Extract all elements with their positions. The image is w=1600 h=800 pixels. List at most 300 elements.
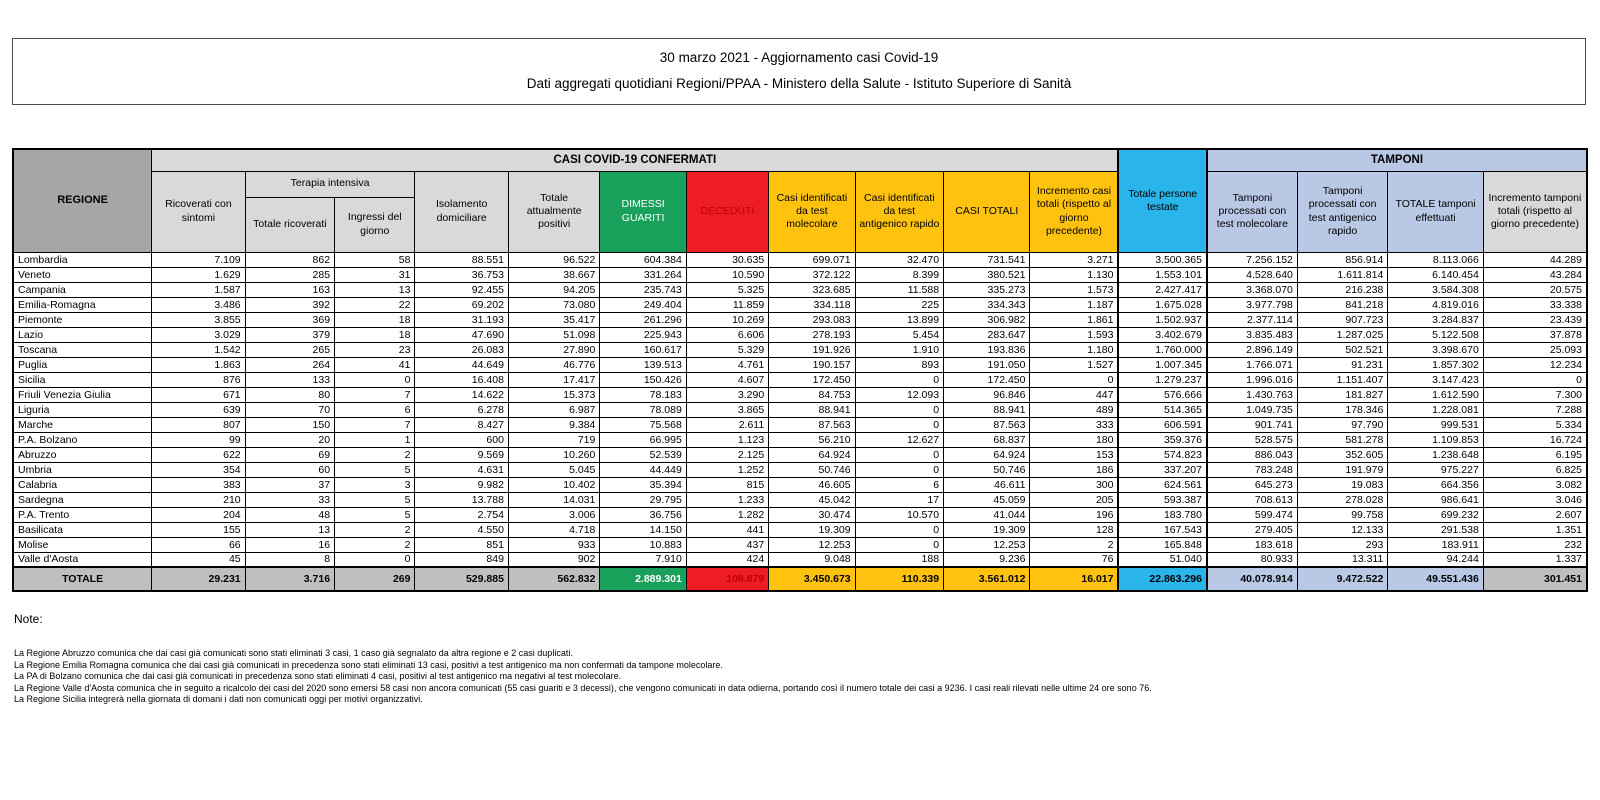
table-cell: 25.093 <box>1483 342 1587 357</box>
table-cell: 10.883 <box>600 537 686 552</box>
table-cell: 7.910 <box>600 552 686 567</box>
table-row <box>13 357 1587 372</box>
table-cell: 1.123 <box>686 432 768 447</box>
table-cell: 3.368.070 <box>1207 282 1297 297</box>
table-cell: 78.183 <box>600 387 686 402</box>
table-cell: 37 <box>245 477 334 492</box>
region-name: Valle d'Aosta <box>13 552 152 567</box>
table-cell: 3.147.423 <box>1388 372 1483 387</box>
table-cell: 6.278 <box>415 402 508 417</box>
table-cell: 13.788 <box>415 492 508 507</box>
table-cell: 16.724 <box>1483 432 1587 447</box>
total-cell: 2.889.301 <box>600 567 686 591</box>
table-cell: 902 <box>508 552 599 567</box>
table-cell: 14.031 <box>508 492 599 507</box>
table-cell: 3.290 <box>686 387 768 402</box>
table-cell: 2.896.149 <box>1207 342 1297 357</box>
table-cell: 7 <box>335 417 415 432</box>
table-cell: 165.848 <box>1118 537 1206 552</box>
table-cell: 359.376 <box>1118 432 1206 447</box>
table-cell: 352.605 <box>1297 447 1387 462</box>
region-name: Friuli Venezia Giulia <box>13 387 152 402</box>
table-cell: 2 <box>1030 537 1119 552</box>
report-title-date: 30 marzo 2021 - Aggiornamento casi Covid-19 <box>659 49 939 65</box>
table-cell: 6.987 <box>508 402 599 417</box>
table-cell: 1.996.016 <box>1207 372 1297 387</box>
table-cell: 190.157 <box>769 357 855 372</box>
table-cell: 933 <box>508 537 599 552</box>
table-cell: 807 <box>152 417 245 432</box>
table-row <box>13 342 1587 357</box>
table-cell: 193.836 <box>944 342 1030 357</box>
table-cell: 60 <box>245 462 334 477</box>
table-cell: 88.941 <box>769 402 855 417</box>
table-cell: 99 <box>152 432 245 447</box>
table-cell: 600 <box>415 432 508 447</box>
table-cell: 862 <box>245 252 334 267</box>
table-cell: 181.827 <box>1297 387 1387 402</box>
table-cell: 6.825 <box>1483 462 1587 477</box>
table-cell: 5 <box>335 492 415 507</box>
table-cell: 1.151.407 <box>1297 372 1387 387</box>
table-cell: 4.761 <box>686 357 768 372</box>
table-cell: 163 <box>245 282 334 297</box>
table-cell: 851 <box>415 537 508 552</box>
note-line: La Regione Valle d'Aosta comunica che in seguito a ricalcolo dei casi del 2020 sono emersi 58 casi non ancora comunicati (55 casi guariti e 3 decessi), che vengono comunicati in data odierna, portando così il numero totale dei casi a 9236. I casi reali rilevati nelle ultime 24 ore sono 76. <box>14 682 1152 693</box>
col-header-totale-positivi: Totale attualmente positivi <box>508 171 599 252</box>
table-cell: 1.351 <box>1483 522 1587 537</box>
table-cell: 3.855 <box>152 312 245 327</box>
total-cell: 3.561.012 <box>944 567 1030 591</box>
table-cell: 593.387 <box>1118 492 1206 507</box>
table-row <box>13 522 1587 537</box>
table-cell: 160.617 <box>600 342 686 357</box>
table-cell: 7 <box>335 387 415 402</box>
table-cell: 1.760.000 <box>1118 342 1206 357</box>
table-cell: 45.059 <box>944 492 1030 507</box>
table-cell: 876 <box>152 372 245 387</box>
table-cell: 10.402 <box>508 477 599 492</box>
table-cell: 574.823 <box>1118 447 1206 462</box>
table-cell: 51.040 <box>1118 552 1206 567</box>
table-row <box>13 507 1587 522</box>
table-cell: 191.050 <box>944 357 1030 372</box>
table-cell: 1.007.345 <box>1118 357 1206 372</box>
table-cell: 94.205 <box>508 282 599 297</box>
table-row <box>13 297 1587 312</box>
table-cell: 191.979 <box>1297 462 1387 477</box>
col-header-deceduti: DECEDUTI <box>686 171 768 252</box>
table-cell: 8.399 <box>855 267 943 282</box>
table-row <box>13 372 1587 387</box>
total-cell: 269 <box>335 567 415 591</box>
table-cell: 2 <box>335 447 415 462</box>
table-cell: 31 <box>335 267 415 282</box>
table-cell: 52.539 <box>600 447 686 462</box>
region-name: Emilia-Romagna <box>13 297 152 312</box>
table-cell: 183.911 <box>1388 537 1483 552</box>
group-header-terapia-intensiva: Terapia intensiva <box>245 171 415 197</box>
table-cell: 1.233 <box>686 492 768 507</box>
table-cell: 3.082 <box>1483 477 1587 492</box>
table-cell: 5.122.508 <box>1388 327 1483 342</box>
col-header-isolamento-domiciliare: Isolamento domiciliare <box>415 171 508 252</box>
table-cell: 91.231 <box>1297 357 1387 372</box>
table-cell: 383 <box>152 477 245 492</box>
table-cell: 6 <box>855 477 943 492</box>
table-cell: 624.561 <box>1118 477 1206 492</box>
table-cell: 2.125 <box>686 447 768 462</box>
table-cell: 293.083 <box>769 312 855 327</box>
report-title-box <box>12 38 1586 105</box>
table-cell: 66 <box>152 537 245 552</box>
table-cell: 87.563 <box>769 417 855 432</box>
table-cell: 38.667 <box>508 267 599 282</box>
note-line: La Regione Sicilia integrerà nella giornata di domani i dati non comunicati oggi per motivi organizzativi. <box>14 694 423 704</box>
table-cell: 80 <box>245 387 334 402</box>
table-cell: 664.356 <box>1388 477 1483 492</box>
table-cell: 379 <box>245 327 334 342</box>
table-cell: 3.402.679 <box>1118 327 1206 342</box>
table-cell: 576.666 <box>1118 387 1206 402</box>
note-line: La Regione Abruzzo comunica che dai casi già comunicati sono stati eliminati 3 casi, 1 caso già segnalato da altra regione e 2 casi duplicati. <box>14 648 573 658</box>
notes-list <box>14 648 1574 706</box>
table-row <box>13 267 1587 282</box>
table-cell: 2.611 <box>686 417 768 432</box>
table-cell: 15.373 <box>508 387 599 402</box>
table-cell: 19.083 <box>1297 477 1387 492</box>
table-cell: 1.252 <box>686 462 768 477</box>
table-cell: 12.253 <box>944 537 1030 552</box>
table-cell: 225 <box>855 297 943 312</box>
table-row <box>13 252 1587 267</box>
table-cell: 92.455 <box>415 282 508 297</box>
table-cell: 4.550 <box>415 522 508 537</box>
table-cell: 23 <box>335 342 415 357</box>
col-header-ricoverati-sintomi: Ricoverati con sintomi <box>152 171 245 252</box>
table-cell: 11.588 <box>855 282 943 297</box>
table-cell: 44.289 <box>1483 252 1587 267</box>
table-cell: 8.113.066 <box>1388 252 1483 267</box>
table-cell: 18 <box>335 327 415 342</box>
table-cell: 35.394 <box>600 477 686 492</box>
table-cell: 0 <box>1030 372 1119 387</box>
table-cell: 235.743 <box>600 282 686 297</box>
table-cell: 380.521 <box>944 267 1030 282</box>
total-cell: 22.863.296 <box>1118 567 1206 591</box>
table-cell: 14.150 <box>600 522 686 537</box>
table-cell: 5.329 <box>686 342 768 357</box>
table-cell: 22 <box>335 297 415 312</box>
table-cell: 30.635 <box>686 252 768 267</box>
group-header-casi-confermati: CASI COVID-19 CONFERMATI <box>152 149 1119 171</box>
table-cell: 12.253 <box>769 537 855 552</box>
region-name: P.A. Bolzano <box>13 432 152 447</box>
table-cell: 94.244 <box>1388 552 1483 567</box>
table-cell: 3.046 <box>1483 492 1587 507</box>
table-cell: 1 <box>335 432 415 447</box>
table-row <box>13 552 1587 567</box>
table-cell: 30.474 <box>769 507 855 522</box>
table-cell: 12.093 <box>855 387 943 402</box>
table-cell: 1.228.081 <box>1388 402 1483 417</box>
table-cell: 901.741 <box>1207 417 1297 432</box>
table-cell: 99.758 <box>1297 507 1387 522</box>
table-cell: 139.513 <box>600 357 686 372</box>
table-cell: 699.232 <box>1388 507 1483 522</box>
table-cell: 447 <box>1030 387 1119 402</box>
table-cell: 2.427.417 <box>1118 282 1206 297</box>
table-cell: 392 <box>245 297 334 312</box>
table-cell: 283.647 <box>944 327 1030 342</box>
table-cell: 33 <box>245 492 334 507</box>
table-cell: 37.878 <box>1483 327 1587 342</box>
table-cell: 9.569 <box>415 447 508 462</box>
table-cell: 7.288 <box>1483 402 1587 417</box>
table-cell: 7.300 <box>1483 387 1587 402</box>
table-cell: 36.753 <box>415 267 508 282</box>
table-cell: 10.260 <box>508 447 599 462</box>
table-cell: 1.130 <box>1030 267 1119 282</box>
table-cell: 514.365 <box>1118 402 1206 417</box>
table-row <box>13 447 1587 462</box>
table-cell: 334.118 <box>769 297 855 312</box>
table-cell: 437 <box>686 537 768 552</box>
col-header-tamponi-molecolare: Tamponi processati con test molecolare <box>1207 171 1297 252</box>
table-cell: 0 <box>335 552 415 567</box>
table-cell: 205 <box>1030 492 1119 507</box>
table-cell: 26.083 <box>415 342 508 357</box>
table-cell: 96.522 <box>508 252 599 267</box>
table-cell: 1.910 <box>855 342 943 357</box>
table-cell: 604.384 <box>600 252 686 267</box>
table-cell: 69.202 <box>415 297 508 312</box>
note-line: La Regione Emilia Romagna comunica che dai casi già comunicati in precedenza sono stati eliminati 13 casi, positivi a test antigenico ma non confermati da tampone molecolare. <box>14 659 723 670</box>
table-cell: 97.790 <box>1297 417 1387 432</box>
table-cell: 13 <box>335 282 415 297</box>
total-cell: 301.451 <box>1483 567 1587 591</box>
table-cell: 48 <box>245 507 334 522</box>
table-cell: 29.795 <box>600 492 686 507</box>
table-cell: 2.754 <box>415 507 508 522</box>
table-cell: 841.218 <box>1297 297 1387 312</box>
table-cell: 581.278 <box>1297 432 1387 447</box>
table-cell: 225.943 <box>600 327 686 342</box>
table-cell: 279.405 <box>1207 522 1297 537</box>
table-cell: 0 <box>855 372 943 387</box>
table-cell: 153 <box>1030 447 1119 462</box>
table-cell: 183.780 <box>1118 507 1206 522</box>
table-cell: 50.746 <box>944 462 1030 477</box>
table-cell: 150.426 <box>600 372 686 387</box>
total-cell: 40.078.914 <box>1207 567 1297 591</box>
region-name: Lazio <box>13 327 152 342</box>
region-name: Campania <box>13 282 152 297</box>
table-cell: 133 <box>245 372 334 387</box>
table-cell: 606.591 <box>1118 417 1206 432</box>
table-cell: 1.337 <box>1483 552 1587 567</box>
table-cell: 44.649 <box>415 357 508 372</box>
table-cell: 9.982 <box>415 477 508 492</box>
table-cell: 856.914 <box>1297 252 1387 267</box>
region-name: Veneto <box>13 267 152 282</box>
table-cell: 41.044 <box>944 507 1030 522</box>
table-cell: 46.605 <box>769 477 855 492</box>
region-name: Molise <box>13 537 152 552</box>
table-cell: 354 <box>152 462 245 477</box>
table-cell: 999.531 <box>1388 417 1483 432</box>
table-cell: 5.325 <box>686 282 768 297</box>
table-cell: 986.641 <box>1388 492 1483 507</box>
table-row <box>13 312 1587 327</box>
total-cell: 29.231 <box>152 567 245 591</box>
table-cell: 6.606 <box>686 327 768 342</box>
table-cell: 46.611 <box>944 477 1030 492</box>
table-cell: 1.527 <box>1030 357 1119 372</box>
table-cell: 87.563 <box>944 417 1030 432</box>
table-cell: 489 <box>1030 402 1119 417</box>
table-cell: 69 <box>245 447 334 462</box>
table-cell: 528.575 <box>1207 432 1297 447</box>
total-label: TOTALE <box>13 567 152 591</box>
table-cell: 6.195 <box>1483 447 1587 462</box>
region-name: Sicilia <box>13 372 152 387</box>
table-body <box>13 252 1587 591</box>
table-cell: 13.899 <box>855 312 943 327</box>
table-cell: 41 <box>335 357 415 372</box>
table-cell: 0 <box>1483 372 1587 387</box>
table-cell: 886.043 <box>1207 447 1297 462</box>
table-cell: 265 <box>245 342 334 357</box>
table-cell: 708.613 <box>1207 492 1297 507</box>
col-header-casi-molecolare: Casi identificati da test molecolare <box>769 171 855 252</box>
table-cell: 50.746 <box>769 462 855 477</box>
total-cell: 562.832 <box>508 567 599 591</box>
table-cell: 278.193 <box>769 327 855 342</box>
table-cell: 639 <box>152 402 245 417</box>
table-cell: 0 <box>855 522 943 537</box>
total-cell: 16.017 <box>1030 567 1119 591</box>
table-header <box>13 149 1587 252</box>
col-header-incremento-tamponi: Incremento tamponi totali (rispetto al giorno precedente) <box>1483 171 1587 252</box>
table-cell: 75.568 <box>600 417 686 432</box>
table-cell: 0 <box>335 372 415 387</box>
table-cell: 783.248 <box>1207 462 1297 477</box>
table-cell: 167.543 <box>1118 522 1206 537</box>
table-cell: 155 <box>152 522 245 537</box>
table-cell: 337.207 <box>1118 462 1206 477</box>
table-cell: 0 <box>855 402 943 417</box>
table-cell: 13 <box>245 522 334 537</box>
table-cell: 1.187 <box>1030 297 1119 312</box>
table-cell: 70 <box>245 402 334 417</box>
table-cell: 278.028 <box>1297 492 1387 507</box>
table-cell: 323.685 <box>769 282 855 297</box>
table-cell: 64.924 <box>944 447 1030 462</box>
table-cell: 7.256.152 <box>1207 252 1297 267</box>
table-cell: 47.690 <box>415 327 508 342</box>
table-cell: 907.723 <box>1297 312 1387 327</box>
table-cell: 191.926 <box>769 342 855 357</box>
table-cell: 210 <box>152 492 245 507</box>
table-cell: 335.273 <box>944 282 1030 297</box>
table-cell: 1.612.590 <box>1388 387 1483 402</box>
table-cell: 975.227 <box>1388 462 1483 477</box>
col-header-persone-testate: Totale persone testate <box>1118 149 1206 252</box>
col-header-dimessi-guariti: DIMESSI GUARITI <box>600 171 686 252</box>
table-cell: 96.846 <box>944 387 1030 402</box>
table-cell: 66.995 <box>600 432 686 447</box>
table-cell: 0 <box>855 417 943 432</box>
report-title-source: Dati aggregati quotidiani Regioni/PPAA - Ministero della Salute - Istituto Superiore di Sanità <box>526 76 1072 92</box>
table-cell: 0 <box>855 447 943 462</box>
total-cell: 529.885 <box>415 567 508 591</box>
table-cell: 12.234 <box>1483 357 1587 372</box>
region-name: Calabria <box>13 477 152 492</box>
table-row <box>13 402 1587 417</box>
table-cell: 6.140.454 <box>1388 267 1483 282</box>
table-cell: 4.718 <box>508 522 599 537</box>
table-cell: 35.417 <box>508 312 599 327</box>
table-cell: 3.977.798 <box>1207 297 1297 312</box>
total-cell: 108.879 <box>686 567 768 591</box>
table-cell: 1.287.025 <box>1297 327 1387 342</box>
table-cell: 3.865 <box>686 402 768 417</box>
table-cell: 23.439 <box>1483 312 1587 327</box>
table-cell: 27.890 <box>508 342 599 357</box>
table-cell: 3.271 <box>1030 252 1119 267</box>
table-cell: 178.346 <box>1297 402 1387 417</box>
table-cell: 78.089 <box>600 402 686 417</box>
table-cell: 88.551 <box>415 252 508 267</box>
table-cell: 1.180 <box>1030 342 1119 357</box>
table-cell: 58 <box>335 252 415 267</box>
table-cell: 2.377.114 <box>1207 312 1297 327</box>
table-cell: 80.933 <box>1207 552 1297 567</box>
table-row <box>13 387 1587 402</box>
table-cell: 1.766.071 <box>1207 357 1297 372</box>
table-cell: 18 <box>335 312 415 327</box>
total-cell: 3.450.673 <box>769 567 855 591</box>
region-name: Toscana <box>13 342 152 357</box>
covid-table <box>12 148 1588 592</box>
table-cell: 3.029 <box>152 327 245 342</box>
col-header-casi-totali: CASI TOTALI <box>944 171 1030 252</box>
table-cell: 1.675.028 <box>1118 297 1206 312</box>
table-cell: 1.502.937 <box>1118 312 1206 327</box>
col-header-totale-ricoverati: Totale ricoverati <box>245 197 334 252</box>
table-cell: 5 <box>335 507 415 522</box>
col-header-tamponi-antigenico: Tamponi processati con test antigenico rapido <box>1297 171 1387 252</box>
table-row <box>13 327 1587 342</box>
table-cell: 128 <box>1030 522 1119 537</box>
table-cell: 1.553.101 <box>1118 267 1206 282</box>
table-cell: 502.521 <box>1297 342 1387 357</box>
table-cell: 32.470 <box>855 252 943 267</box>
table-cell: 16 <box>245 537 334 552</box>
table-cell: 4.631 <box>415 462 508 477</box>
table-cell: 186 <box>1030 462 1119 477</box>
table-cell: 44.449 <box>600 462 686 477</box>
total-cell: 3.716 <box>245 567 334 591</box>
table-cell: 1.282 <box>686 507 768 522</box>
table-cell: 2.607 <box>1483 507 1587 522</box>
table-cell: 622 <box>152 447 245 462</box>
table-cell: 20 <box>245 432 334 447</box>
table-cell: 45.042 <box>769 492 855 507</box>
table-cell: 33.338 <box>1483 297 1587 312</box>
table-cell: 12.627 <box>855 432 943 447</box>
